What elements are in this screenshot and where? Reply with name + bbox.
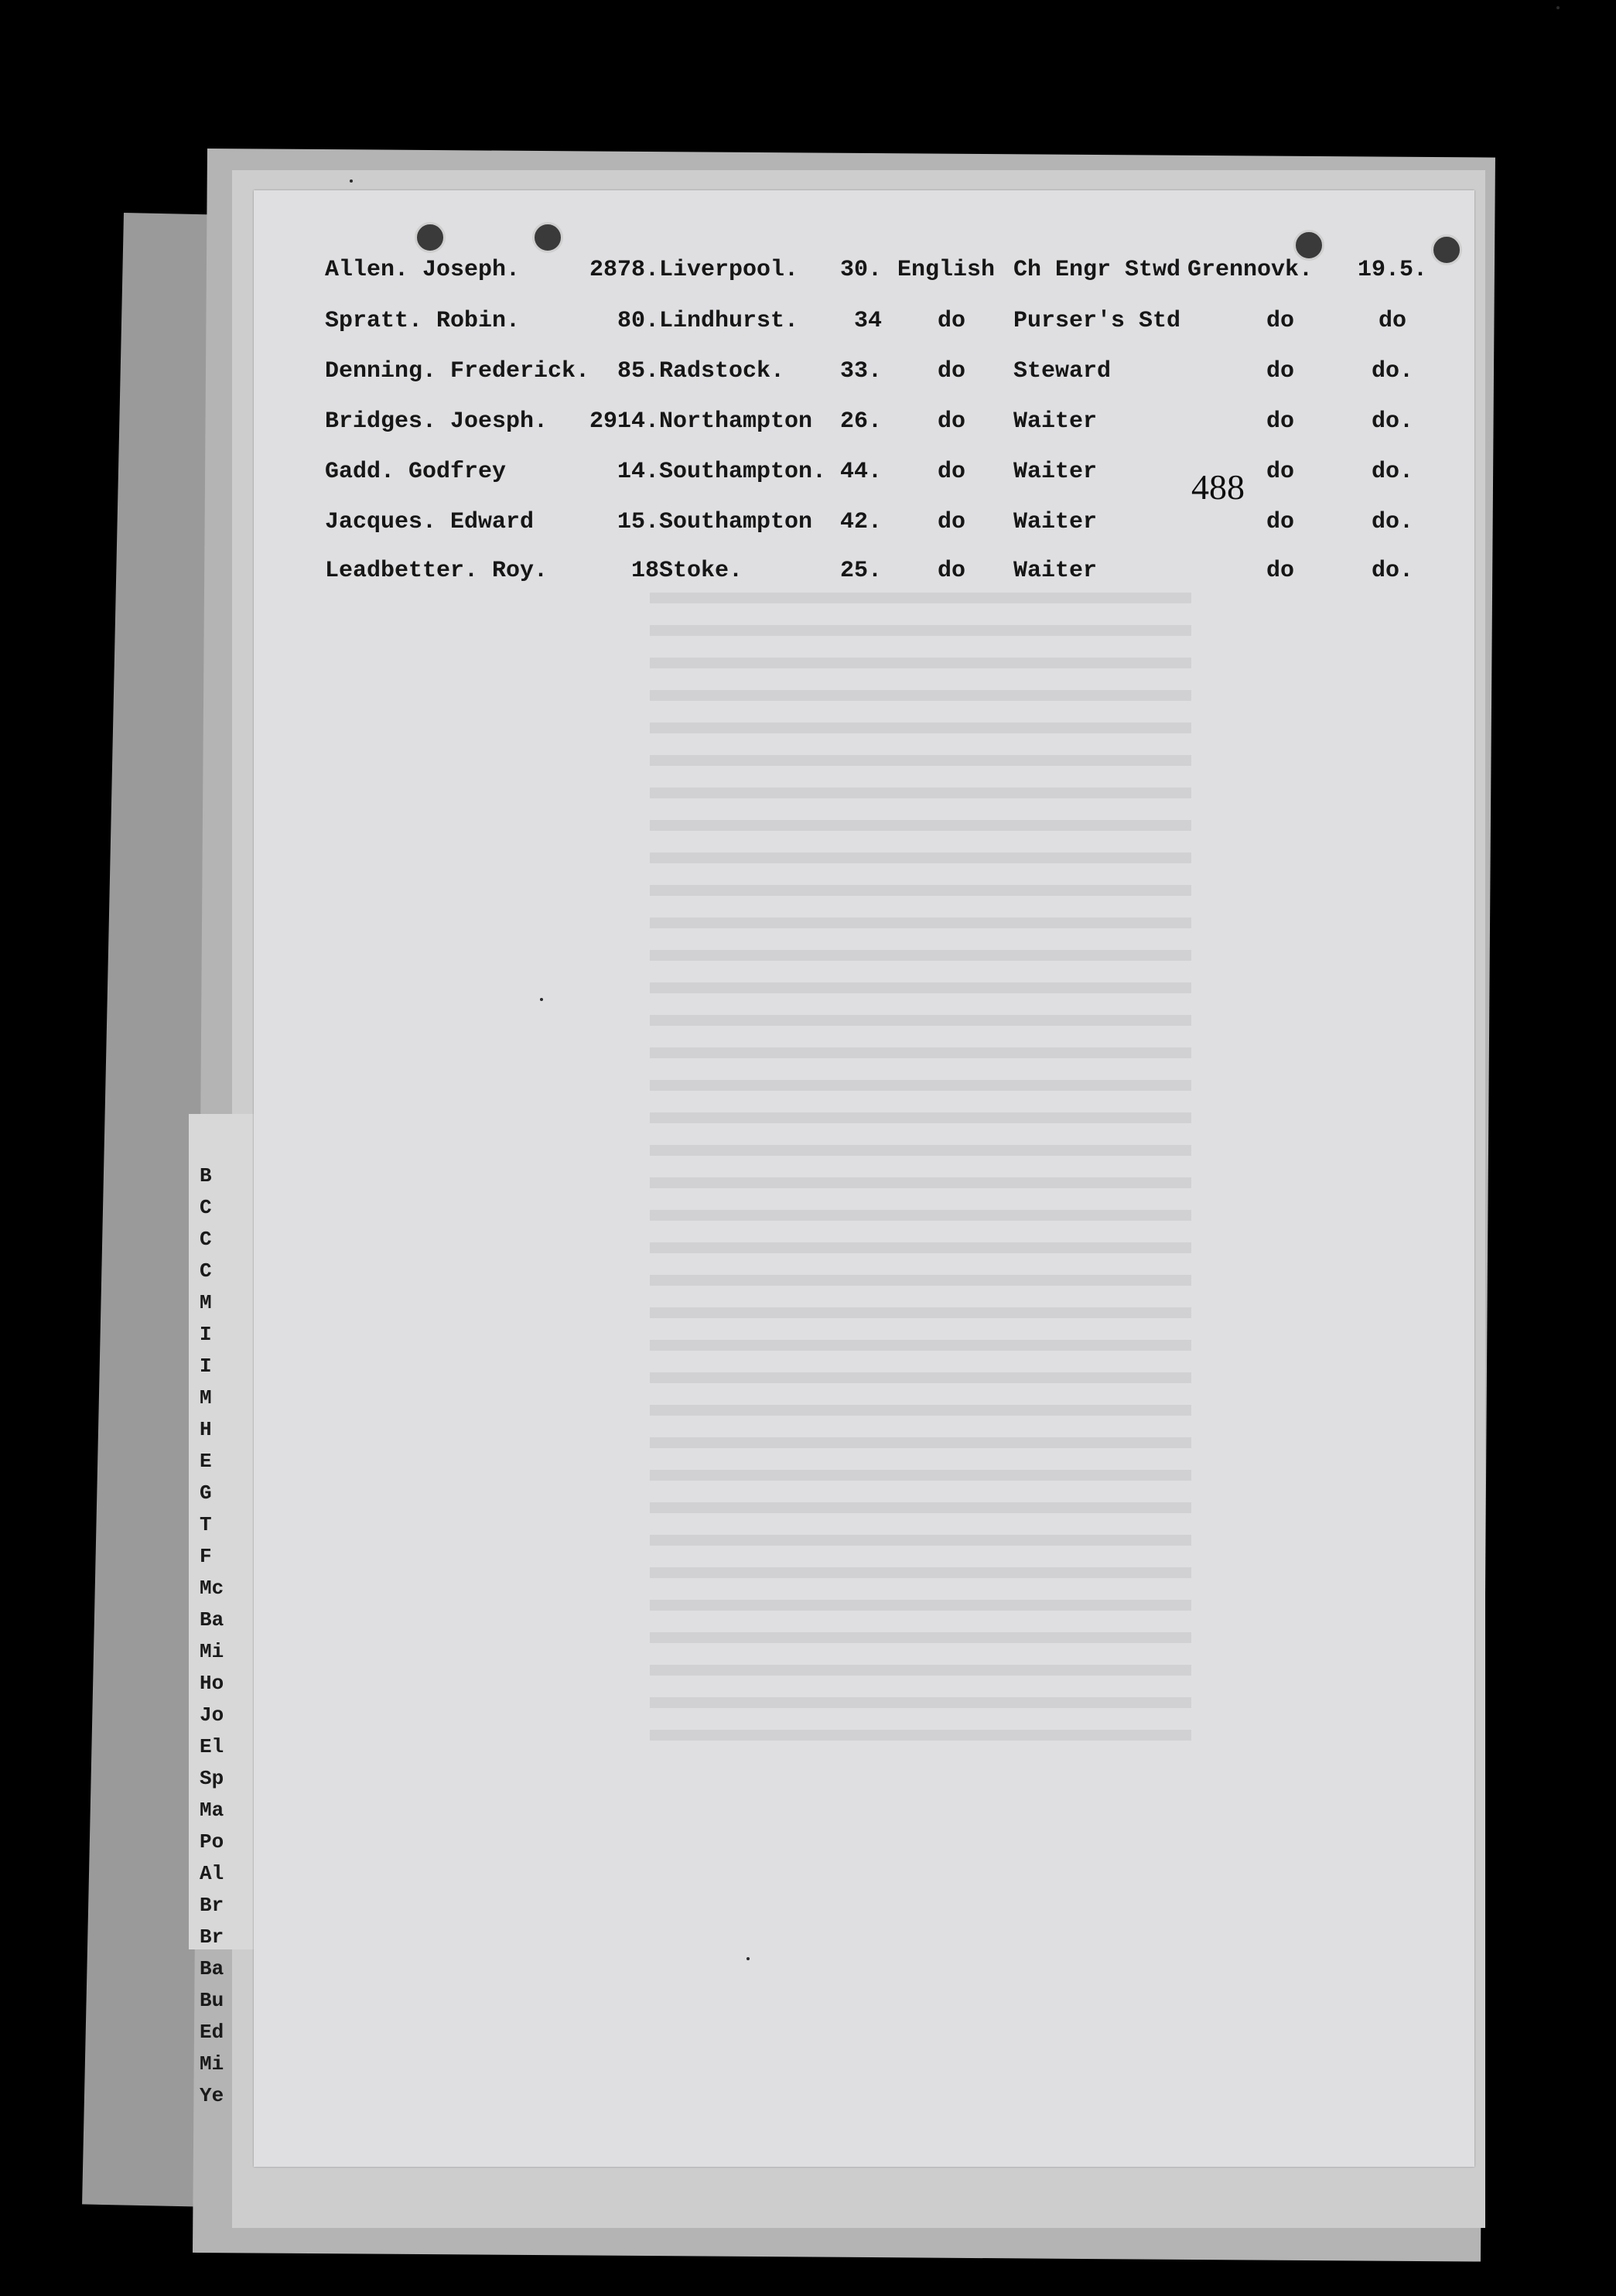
underlying-letter: Sp [200, 1767, 224, 1790]
crew-date: do. [1371, 358, 1413, 384]
crew-rating: Waiter [1013, 509, 1098, 535]
underlying-letter: C [200, 1228, 212, 1251]
crew-nationality: do [937, 509, 965, 535]
crew-name: Allen. Joseph. [325, 257, 521, 283]
crew-rating: Purser's Std [1013, 308, 1181, 334]
crew-row [0, 251, 1616, 289]
ink-speck [350, 179, 353, 183]
crew-number: 14. [617, 459, 659, 485]
crew-row [0, 302, 1616, 340]
underlying-letter: B [200, 1164, 212, 1187]
ink-speck [1556, 6, 1560, 9]
crew-number: 15. [617, 509, 659, 535]
crew-name: Denning. Frederick. [325, 358, 590, 384]
crew-age: 25. [839, 558, 882, 584]
crew-number: 80. [617, 308, 659, 334]
underlying-page-letters [200, 1160, 246, 2112]
underlying-letter: C [200, 1196, 212, 1219]
crew-name: Leadbetter. Roy. [325, 558, 548, 584]
crew-nationality: do [937, 308, 965, 334]
underlying-letter: Ho [200, 1672, 224, 1695]
crew-nationality: do [937, 358, 965, 384]
underlying-letter: Po [200, 1830, 224, 1854]
underlying-letter: Br [200, 1925, 224, 1949]
crew-place: Southampton. [659, 459, 827, 485]
crew-ship: do [1266, 408, 1294, 435]
crew-place: Liverpool. [659, 257, 799, 283]
underlying-letter: I [200, 1323, 212, 1346]
crew-number: 18 [630, 558, 659, 584]
crew-place: Radstock. [659, 358, 785, 384]
crew-name: Spratt. Robin. [325, 308, 521, 334]
crew-place: Lindhurst. [659, 308, 799, 334]
crew-place: Northampton [659, 408, 813, 435]
underlying-letter: Ed [200, 2021, 224, 2044]
underlying-letter: Mc [200, 1577, 224, 1600]
crew-date: do. [1371, 408, 1413, 435]
crew-rating: Ch Engr Stwd [1013, 257, 1181, 283]
underlying-letter: M [200, 1291, 212, 1314]
underlying-letter: Jo [200, 1703, 224, 1727]
underlying-letter: El [200, 1735, 224, 1758]
crew-nationality: do [937, 408, 965, 435]
underlying-letter: E [200, 1450, 212, 1473]
crew-row [0, 552, 1616, 590]
crew-age: 33. [839, 358, 882, 384]
crew-nationality: do [937, 459, 965, 485]
underlying-letter: T [200, 1513, 212, 1536]
underlying-letter: G [200, 1481, 212, 1505]
show-through-text [650, 593, 1191, 1753]
underlying-letter: F [200, 1545, 212, 1568]
crew-place: Southampton [659, 509, 813, 535]
underlying-letter: Mi [200, 1640, 224, 1663]
crew-ship: do [1266, 308, 1294, 334]
crew-date: do [1378, 308, 1406, 334]
crew-date: do. [1371, 558, 1413, 584]
underlying-letter: Ma [200, 1799, 224, 1822]
crew-date: 19.5. [1358, 257, 1428, 283]
crew-ship: do [1266, 459, 1294, 485]
crew-number: 2878. [589, 257, 659, 283]
crew-age: 42. [839, 509, 882, 535]
crew-row [0, 503, 1616, 542]
underlying-letter: Br [200, 1894, 224, 1917]
crew-place: Stoke. [659, 558, 743, 584]
crew-ship: Grennovk. [1187, 257, 1314, 283]
crew-name: Bridges. Joesph. [325, 408, 548, 435]
crew-name: Gadd. Godfrey [325, 459, 507, 485]
crew-age: 44. [839, 459, 882, 485]
underlying-letter: M [200, 1386, 212, 1409]
crew-date: do. [1371, 509, 1413, 535]
crew-rating: Waiter [1013, 459, 1098, 485]
crew-age: 30. [839, 257, 882, 283]
crew-number: 85. [617, 358, 659, 384]
crew-nationality: do [937, 558, 965, 584]
underlying-letter: Ba [200, 1957, 224, 1980]
underlying-letter: Bu [200, 1989, 224, 2012]
crew-row [0, 453, 1616, 491]
underlying-letter: Al [200, 1862, 224, 1885]
ink-speck [747, 1957, 750, 1960]
crew-rating: Waiter [1013, 558, 1098, 584]
underlying-letter: Ba [200, 1608, 224, 1631]
underlying-letter: H [200, 1418, 212, 1441]
crew-row [0, 402, 1616, 441]
crew-ship: do [1266, 509, 1294, 535]
stamp-number: 488 [1191, 467, 1245, 507]
crew-row [0, 352, 1616, 391]
underlying-letter: Ye [200, 2084, 224, 2107]
crew-date: do. [1371, 459, 1413, 485]
crew-name: Jacques. Edward [325, 509, 535, 535]
ink-speck [540, 998, 543, 1001]
underlying-letter: C [200, 1259, 212, 1283]
crew-ship: do [1266, 358, 1294, 384]
crew-nationality: English [897, 257, 996, 283]
crew-number: 2914. [589, 408, 659, 435]
crew-rating: Waiter [1013, 408, 1098, 435]
crew-table [0, 0, 1616, 619]
crew-age: 26. [839, 408, 882, 435]
crew-ship: do [1266, 558, 1294, 584]
underlying-letter: I [200, 1355, 212, 1378]
crew-age: 34 [853, 308, 882, 334]
crew-rating: Steward [1013, 358, 1112, 384]
underlying-letter: Mi [200, 2052, 224, 2076]
